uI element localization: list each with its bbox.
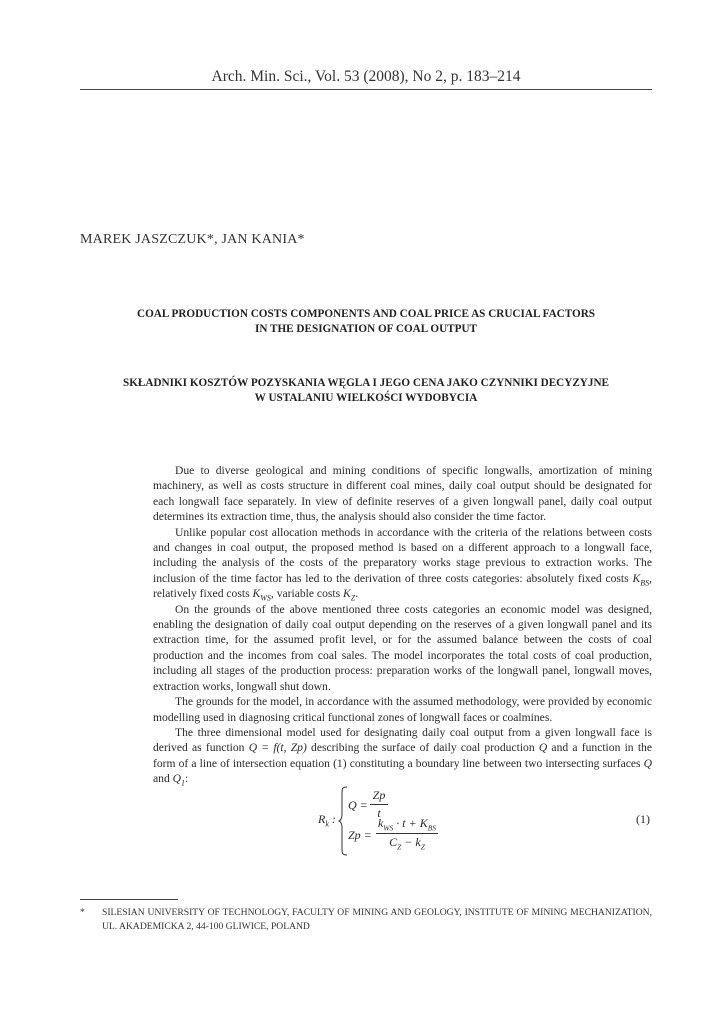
footnote [80,906,652,934]
abstract-p5-text-c: and a function in the form of a line of intersection equation (1) constituting a boundary line between two intersecting surfaces [153,741,652,770]
abstract-p2-text-d: . [355,587,359,601]
equation-lhs [318,812,336,828]
denominator-cz: C [389,835,398,850]
equation-lhs-colon: : [328,812,336,826]
fraction-2-numerator [376,816,438,832]
abstract-p5-text-a: The three dimensional model used for designating daily coal output from a given longwall face is derived as function [153,725,652,755]
symbol-kws-sub: WS [260,593,271,603]
abstract-paragraph-3: On the grounds of the above mentioned three costs categories an economic model was designed, enabling the designation of daily coal output depending on the reserves of a given longwall panel and its extraction time, for the assumed profit level, or for the assumed balance between the costs of coal production and the incomes from coal sales. The model incorporates the total costs of coal production, including all stages of the production process: preparation works of the longwall panel, longwall moves, extraction works, longwall shut down. [153,602,652,693]
title-english-line2: IN THE DESIGNATION OF COAL OUTPUT [254,323,478,335]
symbol-kz-sub: Z [350,593,356,603]
title-english [80,307,652,337]
abstract [153,463,652,787]
denominator-kz-sub: Z [420,842,425,852]
abstract-paragraph-4: The grounds for the model, in accordance with the assumed methodology, were provided by economic modelling used in diagnosing critical functional zones of longwall faces or coalmines. [153,695,652,724]
symbol-q-surface: Q [643,756,652,770]
equation-fraction-2 [376,816,438,852]
equation-lhs-symbol: R [318,812,326,826]
function-expression: Q = f(t, Zp) [248,741,307,755]
symbol-kz: K [343,587,351,601]
fraction-2-bar [376,833,438,834]
abstract-p2-text-a: Unlike popular cost allocation methods in accordance with the criteria of the relations between costs and changes in coal output, the proposed method is based on a different approach to a longwall face, including the analysis of the costs of the preparatory works stage previous to extraction works. The inclusion of the time factor has led to the derivation of three costs categories: absolutely fixed costs [153,525,652,585]
symbol-kbs: K [632,571,641,585]
abstract-p2-text-b: , relatively fixed costs [153,571,652,601]
symbol-kbs-sub: BS [640,578,650,588]
fraction-1-numerator: Zp [372,788,386,802]
abstract-p5-text-b: describing the surface of daily coal production [306,741,539,755]
fraction-2-denominator [376,835,438,851]
title-polish-line2: W USTALANIU WIELKOŚCI WYDOBYCIA [254,392,478,404]
equation-line1-left: Q = [348,798,368,812]
fraction-1-denominator: t [377,806,381,820]
abstract-p5-text-d: : [185,772,189,786]
numerator-kbs-sub: BS [427,823,437,833]
equation-line2-left: Zp = [348,828,372,842]
abstract-p2-text-c: , variable costs [270,587,344,601]
footnote-mark: * [80,907,85,918]
abstract-paragraph-2 [153,525,652,602]
symbol-q1: Q [172,772,182,786]
footnote-text: SILESIAN UNIVERSITY OF TECHNOLOGY, FACULTY OF MINING AND GEOLOGY, INSTITUTE OF MINING MECHANIZATION, UL. AKADEMICKA 2, 44-100 GLIWICE, POLAND [102,907,652,932]
numerator-kws: k [377,816,384,830]
denominator-rest: − k [401,835,421,850]
numerator-rest: · t + K [393,816,428,830]
header-rule [80,89,652,90]
title-polish [80,376,652,406]
equation-1 [318,786,652,856]
abstract-p5-and: and [153,772,173,786]
footnote-rule [80,899,178,900]
denominator-cz-sub: Z [397,842,402,852]
equation-lhs-sub: k [325,819,329,829]
fraction-1-bar [370,804,388,805]
journal-header: Arch. Min. Sci., Vol. 53 (2008), No 2, p. 183–214 [211,68,521,85]
symbol-kws: K [252,587,261,601]
title-english-line1: COAL PRODUCTION COSTS COMPONENTS AND COAL PRICE AS CRUCIAL FACTORS [136,308,596,320]
curly-brace-icon [338,786,348,856]
symbol-q1-sub: 1 [181,778,186,788]
abstract-paragraph-1: Due to diverse geological and mining conditions of specific longwalls, amortization of mining machinery, as well as costs structure in different coal mines, daily coal output should be designated for each longwall face separately. In view of definite reserves of a given longwall panel, daily coal output determines its extraction time, thus, the analysis should also consider the time factor. [153,464,652,524]
equation-number: (1) [636,812,650,826]
abstract-paragraph-5 [153,725,652,787]
symbol-q: Q [538,741,548,755]
numerator-kws-sub: WS [383,823,394,833]
title-polish-line1: SKŁADNIKI KOSZTÓW POZYSKANIA WĘGLA I JEGO CENA JAKO CZYNNIKI DECYZYJNE [122,377,610,389]
authors: MAREK JASZCZUK*, JAN KANIA* [80,232,305,247]
